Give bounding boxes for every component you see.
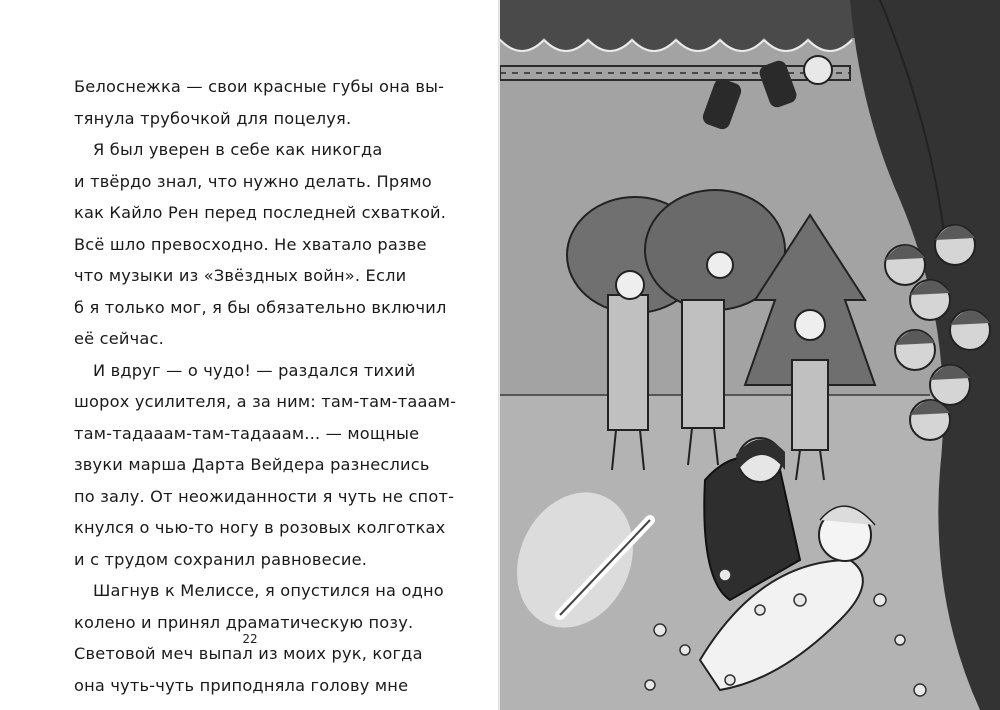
text-line: и с трудом сохранил равновесие.	[74, 549, 368, 569]
text-page	[0, 0, 498, 710]
text-line: что музыки из «Звёздных войн». Если	[74, 266, 407, 285]
stage-illustration	[500, 0, 1000, 710]
text-line: Световой меч выпал из моих рук, когда	[74, 644, 423, 663]
text-line: её сейчас.	[74, 329, 164, 348]
text-line: звуки марша Дарта Вейдера разнеслись	[74, 455, 430, 474]
text-line: шорох усилителя, а за ним: там-там-тааам-	[74, 392, 457, 411]
text-line: и твёрдо знал, что нужно делать. Прямо	[74, 171, 432, 191]
text-line: Шагнув к Мелиссе, я опустился на одно	[93, 581, 444, 600]
peeking-face	[804, 56, 832, 84]
text-line: колено и принял драматическую позу.	[74, 612, 414, 632]
text-line: по залу. От неожиданности я чуть не спот-	[74, 486, 455, 506]
text-line: Всё шло превосходно. Не хватало разве	[74, 234, 427, 254]
text-line: б я только мог, я бы обязательно включил	[74, 297, 447, 317]
illustration-page	[500, 0, 1000, 710]
text-line: Белоснежка — свои красные губы она вы-	[74, 77, 445, 96]
text-line: И вдруг — о чудо! — раздался тихий	[93, 360, 416, 380]
page-number: 22	[242, 632, 258, 646]
text-line: кнулся о чью-то ногу в розовых колготках	[74, 518, 446, 537]
text-line: как Кайло Рен перед последней схваткой.	[74, 203, 447, 222]
body-text	[74, 71, 457, 701]
text-line: там-тадааам-там-тадааам... — мощные	[74, 423, 420, 443]
text-line: тянула трубочкой для поцелуя.	[74, 108, 352, 128]
text-line: Я был уверен в себе как никогда	[93, 140, 383, 159]
text-line: она чуть-чуть приподняла голову мне	[74, 675, 409, 695]
